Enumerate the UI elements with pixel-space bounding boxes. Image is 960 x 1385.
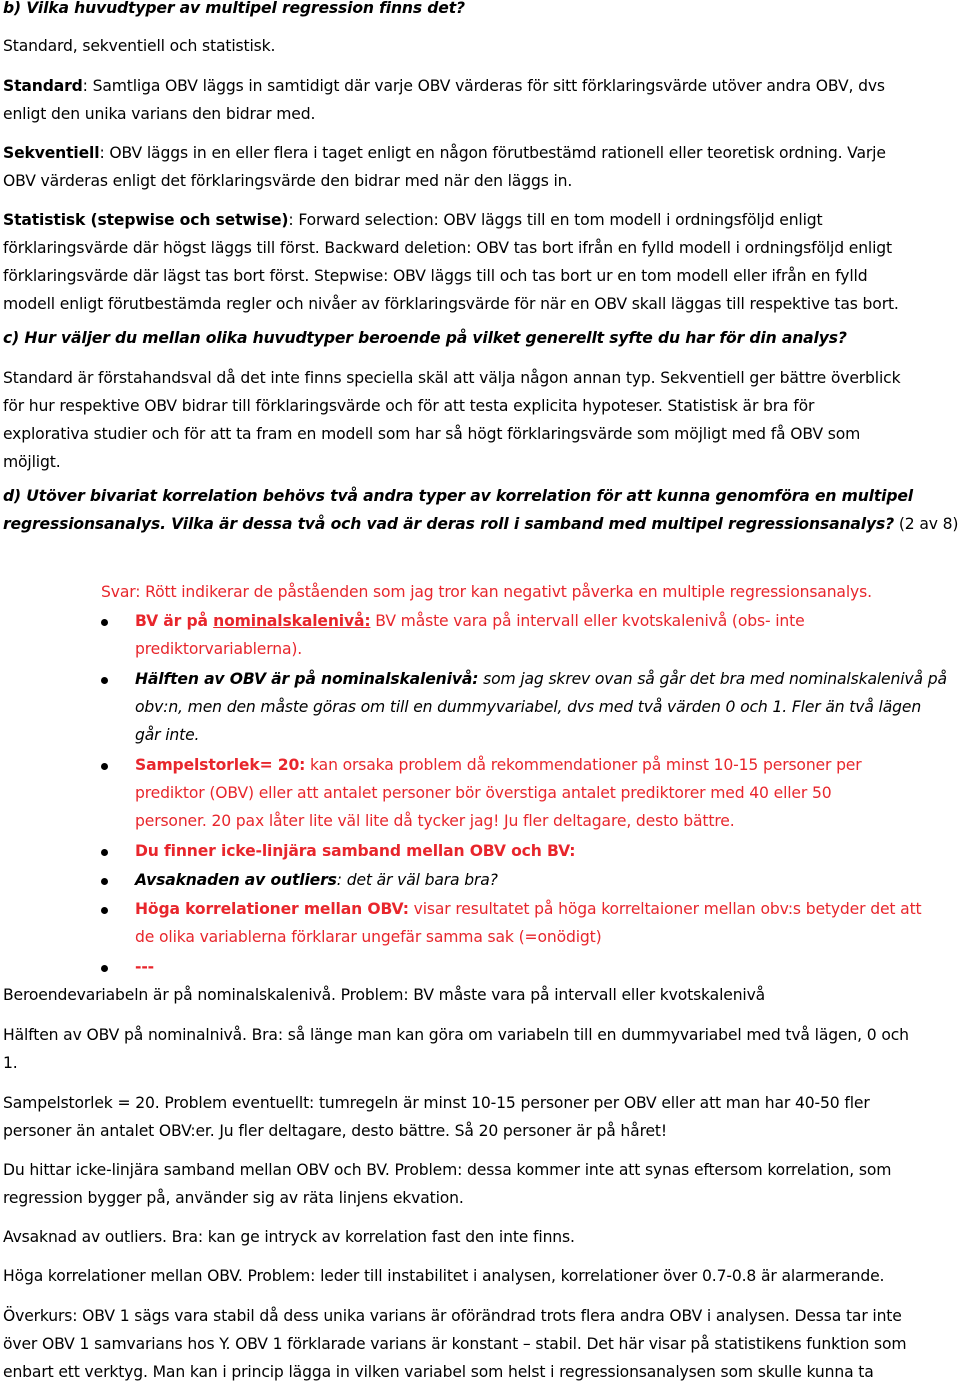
text-line: personer än antalet OBV:er. Ju fler deltagare, desto bättre. Så 20 personer är på håret! xyxy=(3,1122,668,1140)
text-line: Avsaknad av outliers. Bra: kan ge intryck av korrelation fast den inte finns. xyxy=(3,1228,575,1246)
bullet-icon xyxy=(101,619,108,626)
bullet-icon xyxy=(101,763,108,770)
text-line: Överkurs: OBV 1 sägs vara stabil då dess unika varians är oförändrad trots flera andra OBV i analysen. Dessa tar inte xyxy=(3,1307,902,1325)
text-line: OBV värderas enligt det förklaringsvärde den bidrar med när den läggs in. xyxy=(3,172,573,190)
bullet-item-halften: Hälften av OBV är på nominalskalenivå: som jag skrev ovan så går det bra med nominalskalenivå på xyxy=(135,670,947,688)
text-line: modell enligt förutbestämda regler och nivåer av förklaringsvärde för när en OBV skall läggas till respektive tas bort. xyxy=(3,295,899,313)
points-label: (2 av 8) xyxy=(894,515,959,533)
sekventiell-paragraph: Sekventiell: OBV läggs in en eller flera i taget enligt en någon förutbestämd rationell eller teoretisk ordning. Varje xyxy=(3,144,886,162)
bullet-item-dash: --- xyxy=(135,958,154,976)
bullet-continuation: går inte. xyxy=(135,726,200,744)
answer-c-line: för hur respektive OBV bidrar till förklaringsvärde och för att testa explicita hypoteser. Statistisk är bra för xyxy=(3,397,815,415)
term-standard: Standard xyxy=(3,77,83,95)
answer-c-line: Standard är förstahandsval då det inte finns speciella skäl att välja någon annan typ. Sekventiell ger bättre överblick xyxy=(3,369,901,387)
question-d-line2: regressionsanalys. Vilka är dessa två och vad är deras roll i samband med multipel regressionsanalys? (2 av 8) xyxy=(3,515,959,533)
text-line: förklaringsvärde där lägst tas bort först. Stepwise: OBV läggs till och tas bort ur en tom modell eller ifrån en fylld xyxy=(3,267,868,285)
bullet-icon xyxy=(101,907,108,914)
text-line: över OBV 1 samvarians hos Y. OBV 1 förklarade varians är konstant – stabil. Det här visar på statistikens funktion som xyxy=(3,1335,907,1353)
question-b: b) Vilka huvudtyper av multipel regression finns det? xyxy=(3,0,465,17)
bullet-continuation: personer. 20 pax låter lite väl lite då tycker jag! Ju fler deltagare, desto bättre. xyxy=(135,812,735,830)
term-sekventiell: Sekventiell xyxy=(3,144,100,162)
bullet-continuation: prediktor (OBV) eller att antalet personer bör överstiga antalet prediktorer med 40 eller 50 xyxy=(135,784,832,802)
bullet-item-korrelationer: Höga korrelationer mellan OBV: visar resultatet på höga korreltaioner mellan obv:s betyder det att xyxy=(135,900,922,918)
bullet-continuation: obv:n, men den måste göras om till en dummyvariabel, dvs med två värden 0 och 1. Fler än två lägen xyxy=(135,698,922,716)
bullet-item-outliers: Avsaknaden av outliers: det är väl bara bra? xyxy=(135,871,498,889)
bullet-item-icke-linjara: Du finner icke-linjära samband mellan OBV och BV: xyxy=(135,842,576,860)
text-line: enligt den unika varians den bidrar med. xyxy=(3,105,316,123)
text-line: regression bygger på, använder sig av räta linjens ekvation. xyxy=(3,1189,464,1207)
question-d-line1: d) Utöver bivariat korrelation behövs två andra typer av korrelation för att kunna genomföra en multipel xyxy=(3,487,913,505)
bullet-icon xyxy=(101,849,108,856)
text-line: 1. xyxy=(3,1054,18,1072)
bullet-item-sampelstorlek: Sampelstorlek= 20: kan orsaka problem då rekommendationer på minst 10-15 personer per xyxy=(135,756,862,774)
bullet-item-bv: BV är på nominalskalenivå: BV måste vara på intervall eller kvotskalenivå (obs- inte xyxy=(135,612,805,630)
svar-intro: Svar: Rött indikerar de påståenden som jag tror kan negativt påverka en multiple regressionsanalys. xyxy=(101,583,872,601)
text-line: förklaringsvärde där högst läggs till först. Backward deletion: OBV tas bort ifrån en fylld modell i ordningsföljd enligt xyxy=(3,239,893,257)
answer-b-summary: Standard, sekventiell och statistisk. xyxy=(3,37,276,55)
question-c: c) Hur väljer du mellan olika huvudtyper beroende på vilket generellt syfte du har för din analys? xyxy=(3,329,847,347)
answer-c-line: möjligt. xyxy=(3,453,61,471)
standard-paragraph: Standard: Samtliga OBV läggs in samtidigt där varje OBV värderas för sitt förklaringsvärde utöver andra OBV, dvs xyxy=(3,77,885,95)
term-statistisk: Statistisk (stepwise och setwise) xyxy=(3,211,289,229)
answer-c-line: explorativa studier och för att ta fram en modell som har så högt förklaringsvärde som möjligt med få OBV som xyxy=(3,425,861,443)
bullet-icon xyxy=(101,965,108,972)
bullet-icon xyxy=(101,878,108,885)
text-line: Beroendevariabeln är på nominalskalenivå. Problem: BV måste vara på intervall eller kvotskalenivå xyxy=(3,986,766,1004)
text-line: Höga korrelationer mellan OBV. Problem: leder till instabilitet i analysen, korrelationer över 0.7-0.8 är alarmerande. xyxy=(3,1267,885,1285)
text-line: enbart ett verktyg. Man kan i princip lägga in vilken variabel som helst i regressionsanalysen som skulle kunna ta xyxy=(3,1363,874,1381)
text-line: Hälften av OBV på nominalnivå. Bra: så länge man kan göra om variabeln till en dummyvariabel med två lägen, 0 och xyxy=(3,1026,909,1044)
statistisk-paragraph: Statistisk (stepwise och setwise): Forward selection: OBV läggs till en tom modell i ordningsföljd enligt xyxy=(3,211,823,229)
bullet-icon xyxy=(101,677,108,684)
text-line: Sampelstorlek = 20. Problem eventuellt: tumregeln är minst 10-15 personer per OBV eller att man har 40-50 fler xyxy=(3,1094,870,1112)
text-line: Du hittar icke-linjära samband mellan OBV och BV. Problem: dessa kommer inte att synas eftersom korrelation, som xyxy=(3,1161,892,1179)
bullet-continuation: prediktorvariablerna). xyxy=(135,640,303,658)
bullet-continuation: de olika variablerna förklarar ungefär samma sak (=onödigt) xyxy=(135,928,602,946)
